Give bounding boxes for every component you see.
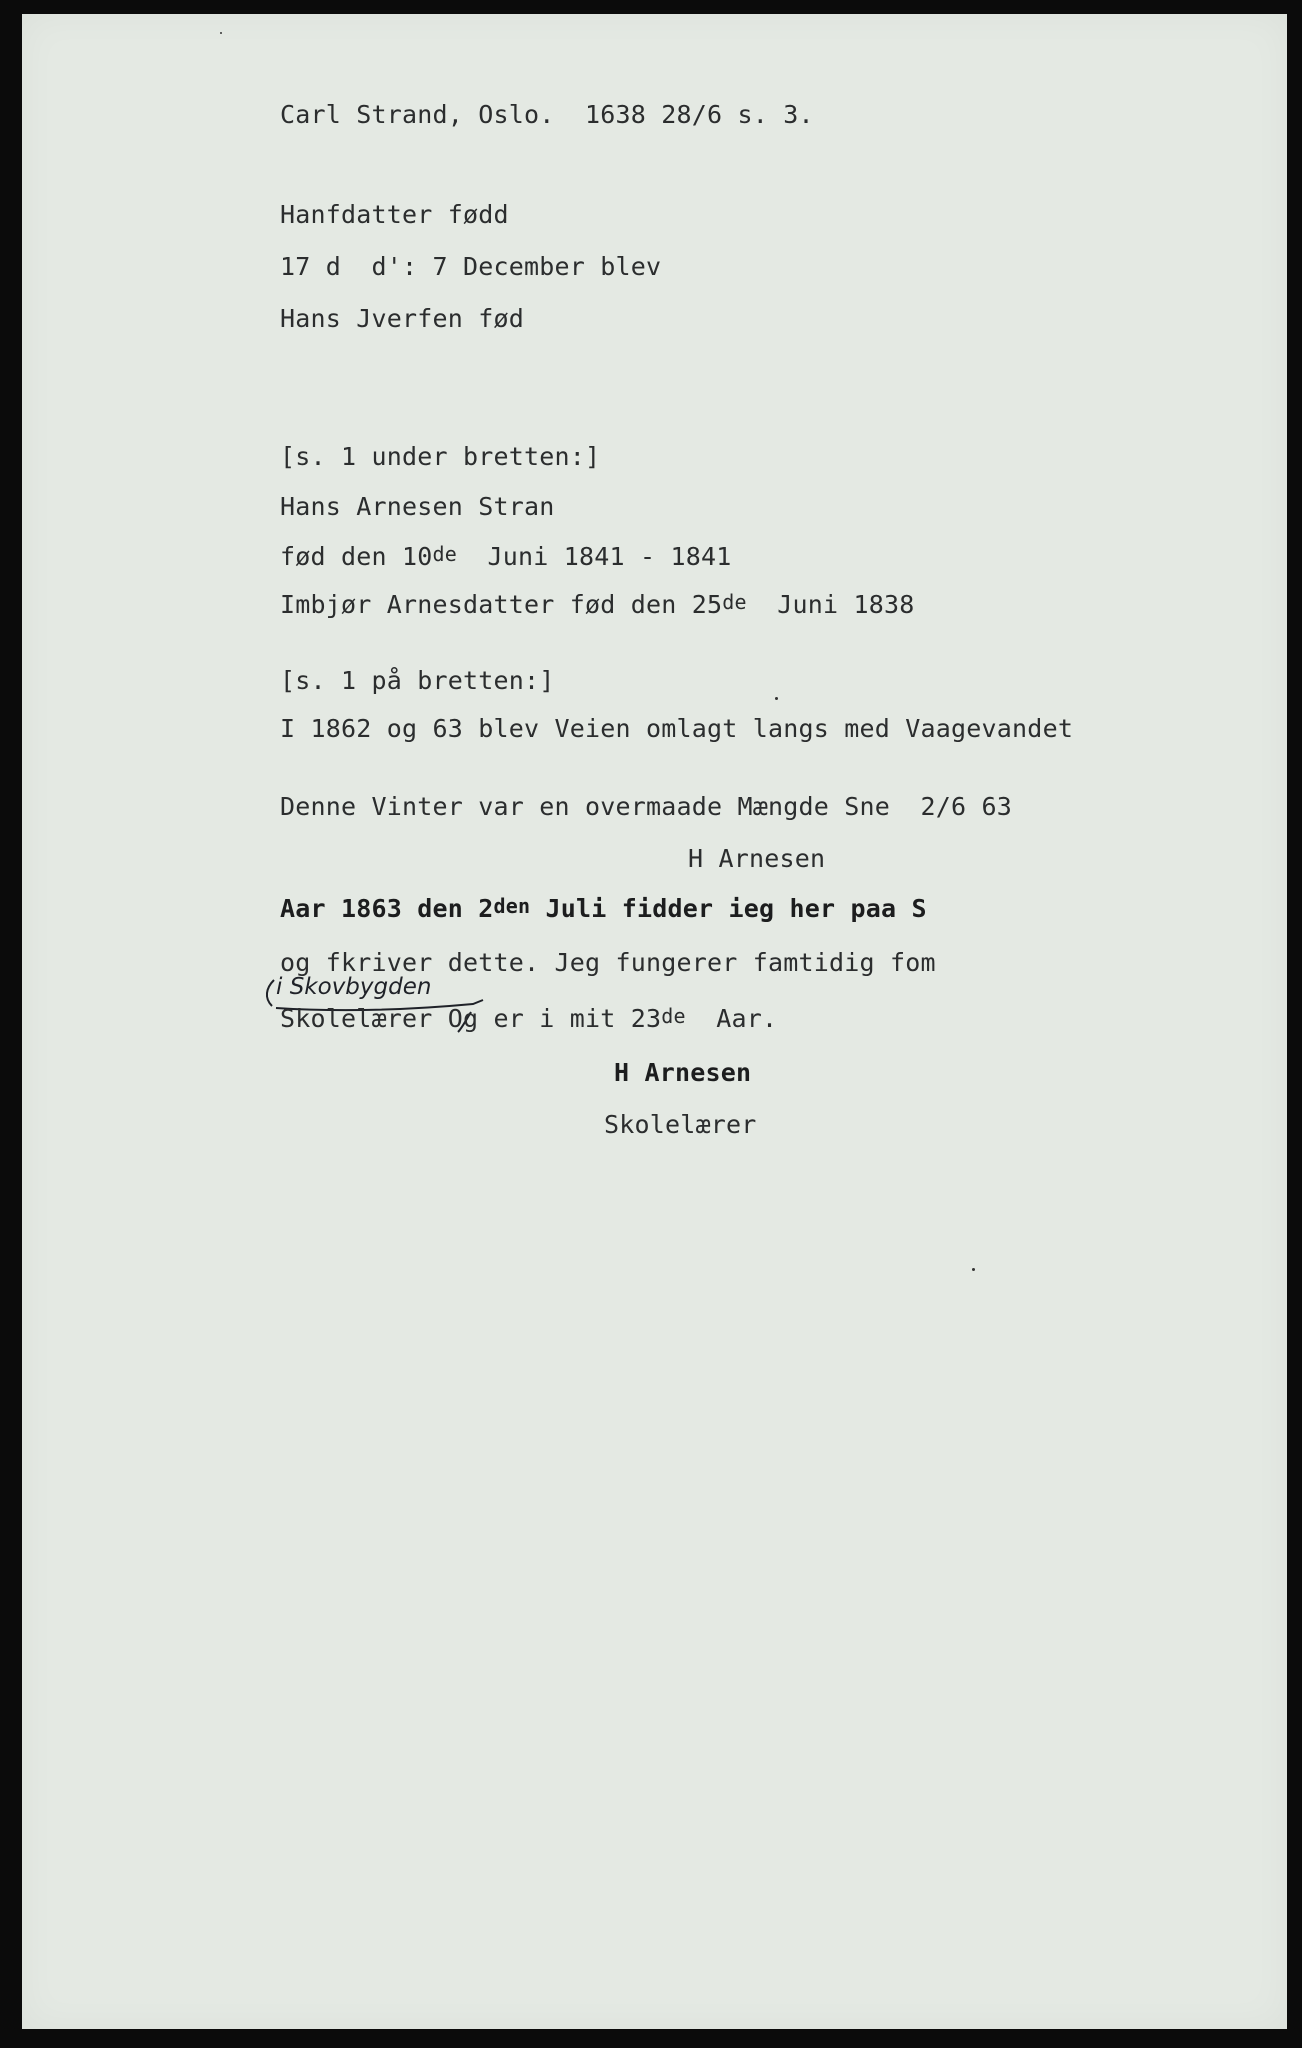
signature: H Arnesen	[614, 1058, 752, 1087]
text-segment: Aar 1863 den 2	[280, 894, 494, 923]
text-line: Hanfdatter fødd	[280, 200, 509, 229]
text-line: Hans Jverfen fød	[280, 304, 525, 333]
superscript: de	[661, 1004, 686, 1028]
text-segment: Juni 1838	[746, 590, 915, 619]
text-segment: Skolelærer Og er i mit 23	[280, 1004, 662, 1033]
speck	[972, 1268, 975, 1271]
text-line	[280, 590, 915, 619]
signature-title: Skolelærer	[604, 1110, 757, 1139]
text-line: og fkriver dette. Jeg fungerer famtidig fom	[280, 948, 936, 977]
signature: H Arnesen	[688, 844, 826, 873]
superscript: de	[722, 590, 747, 614]
text-line	[280, 894, 927, 923]
text-line: Hans Arnesen Stran	[280, 492, 555, 521]
text-segment: Juni 1841 - 1841	[457, 542, 732, 571]
superscript: de	[432, 542, 457, 566]
bracket-note: [s. 1 på bretten:]	[280, 666, 555, 695]
bracket-note: [s. 1 under bretten:]	[280, 442, 601, 471]
header-line: Carl Strand, Oslo. 1638 28/6 s. 3.	[280, 100, 814, 129]
text-line: I 1862 og 63 blev Veien omlagt langs med Vaagevandet	[280, 714, 1074, 743]
text-segment: Aar.	[685, 1004, 778, 1033]
speck	[220, 32, 222, 34]
text-line: Denne Vinter var en overmaade Mængde Sne 2/6 63	[280, 792, 1013, 821]
text-segment: Imbjør Arnesdatter fød den 25	[280, 590, 723, 619]
text-line	[280, 1004, 777, 1033]
text-segment: fød den 10	[280, 542, 433, 571]
document-page	[22, 14, 1287, 2029]
speck	[775, 697, 778, 700]
superscript: den	[493, 894, 531, 918]
handwritten-insert: i Skovbygden	[276, 974, 432, 1000]
text-line: 17 d d': 7 December blev	[280, 252, 662, 281]
text-segment: Juli fidder ieg her paa S	[530, 894, 927, 923]
text-line	[280, 542, 732, 571]
